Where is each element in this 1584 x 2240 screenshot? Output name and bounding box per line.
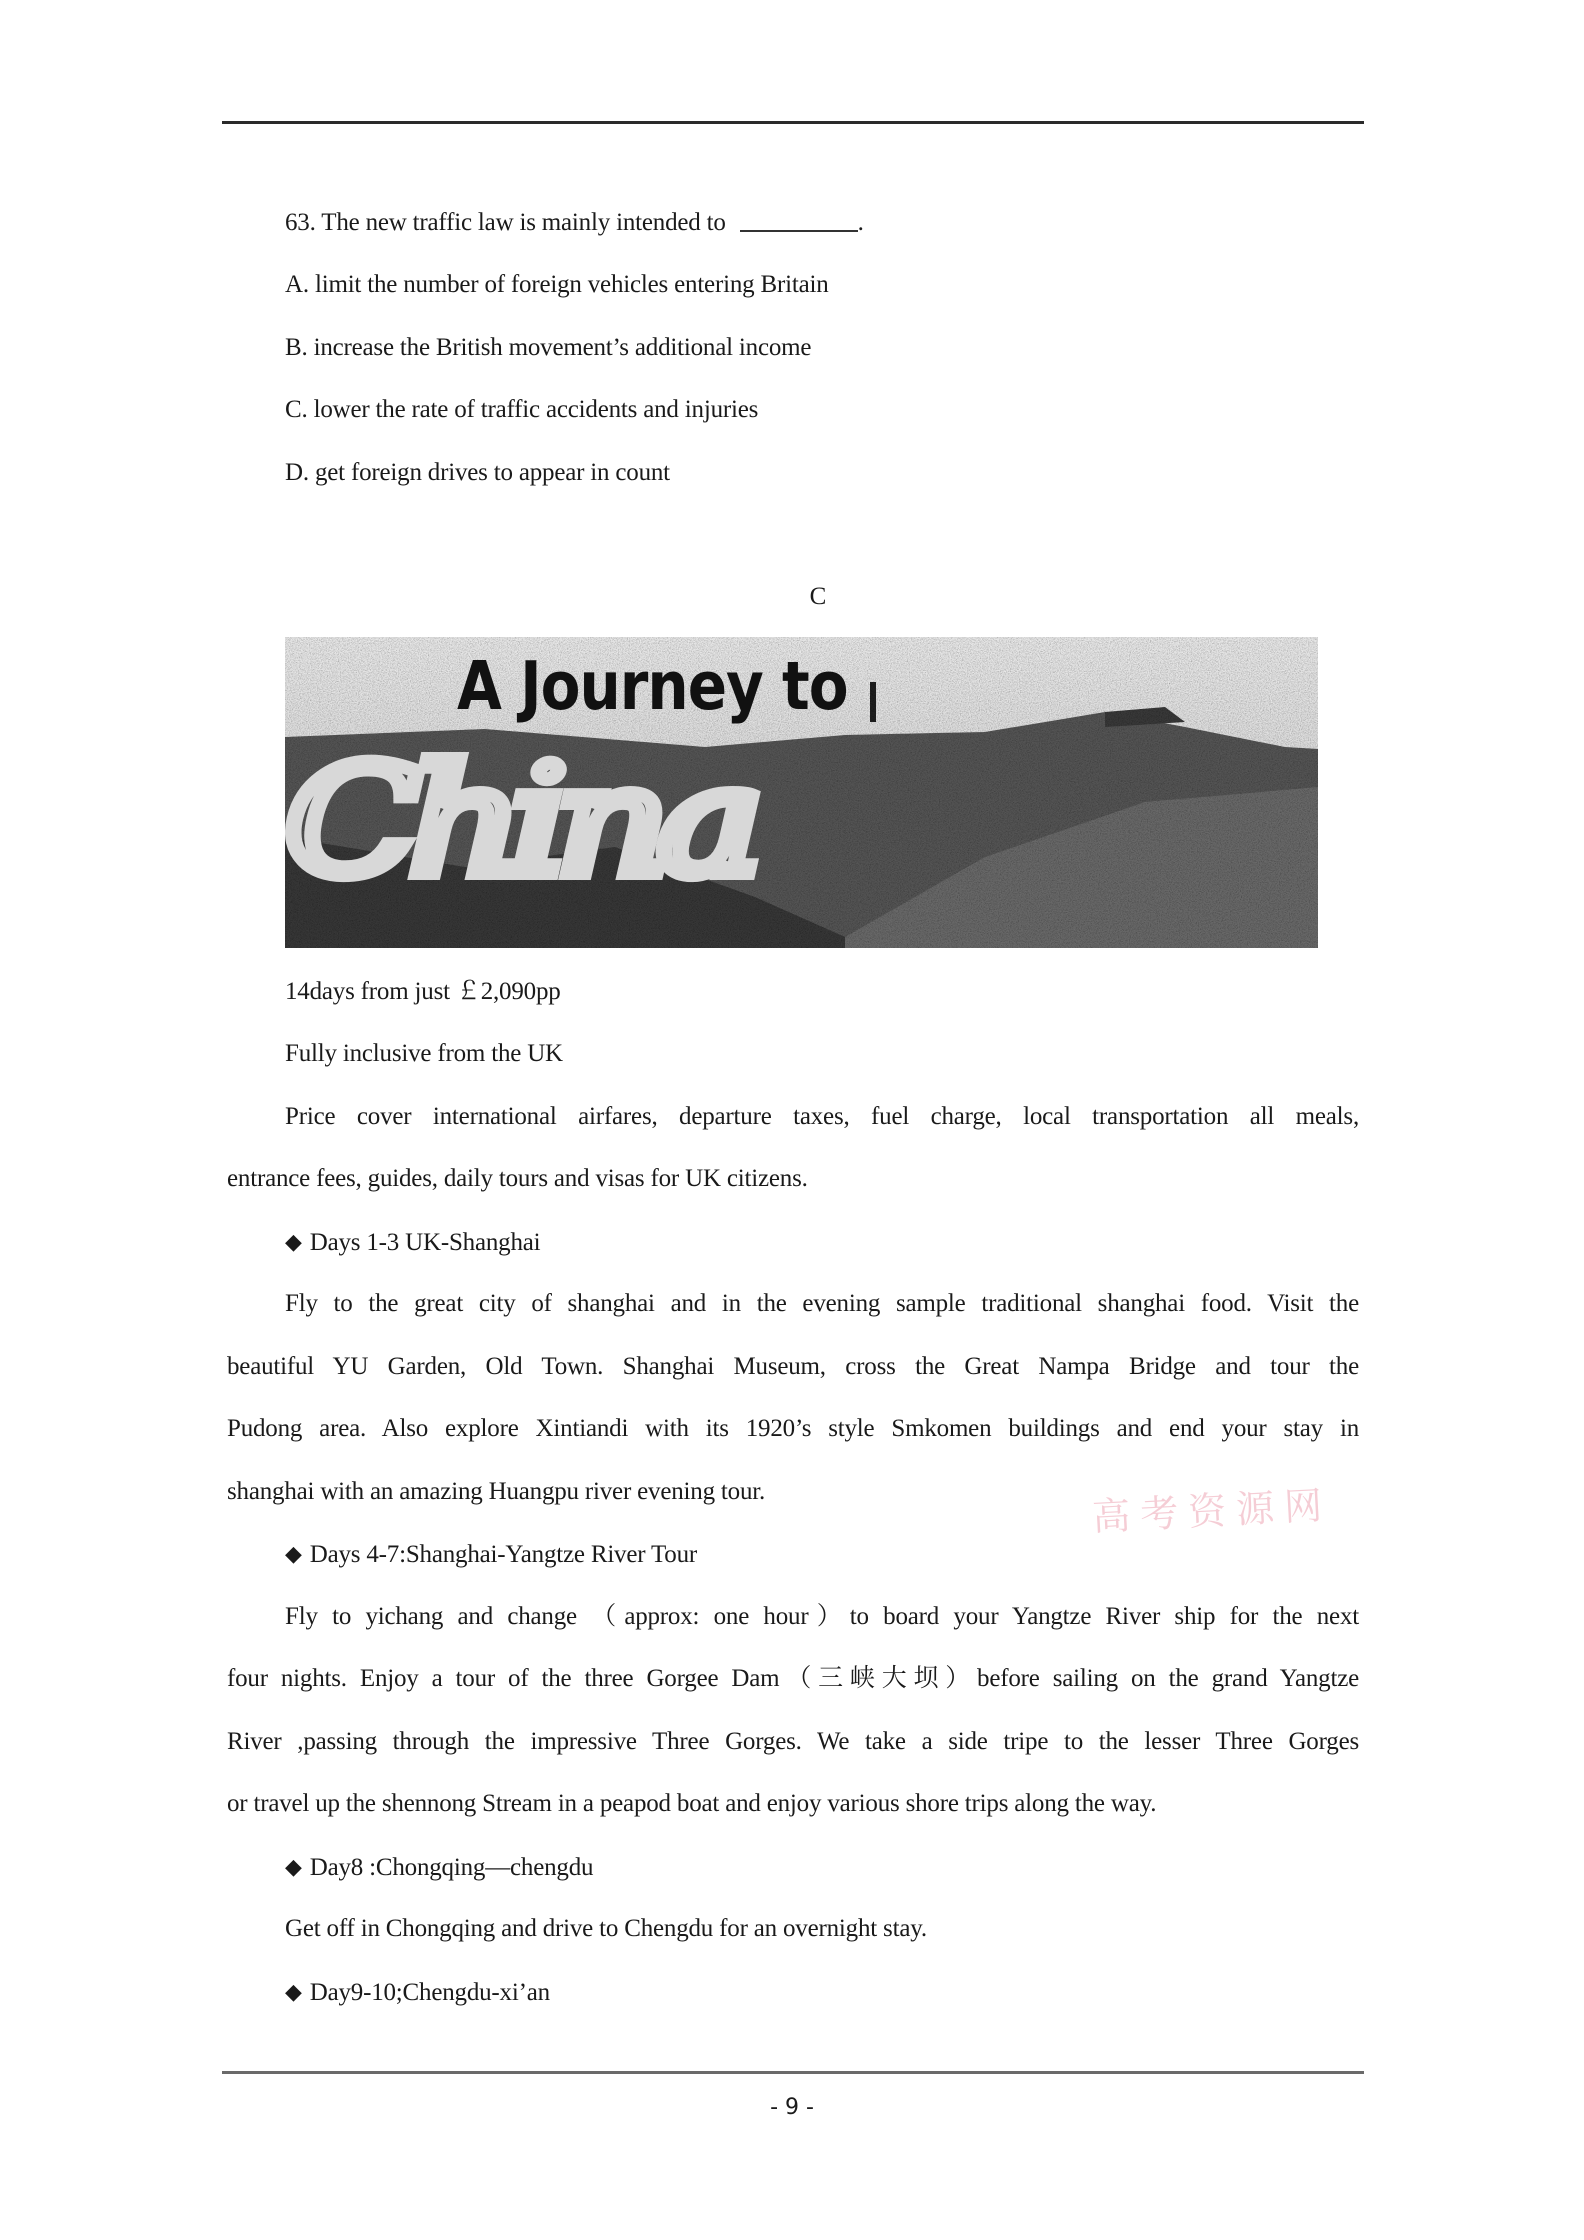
price-cover-line-1: Price cover international airfares, departure taxes, fuel charge, local transportation all meals, — [285, 1103, 1359, 1130]
banner-title: A Journey to — [457, 647, 848, 726]
diamond-bullet-icon: ◆ — [285, 1541, 302, 1566]
journey-banner-image — [285, 637, 1318, 948]
section-letter: C — [809, 583, 827, 610]
itinerary-paragraph-line: Fly to the great city of shanghai and in the evening sample traditional shanghai food. Visit the — [285, 1290, 1359, 1317]
option-c: C. lower the rate of traffic accidents and injuries — [285, 396, 759, 423]
header-rule — [222, 121, 1364, 124]
option-a: A. limit the number of foreign vehicles entering Britain — [285, 271, 829, 298]
itinerary-heading-text: Day9-10;Chengdu-xi’an — [309, 1979, 550, 2006]
itinerary-heading-text: Days 4-7:Shanghai-Yangtze River Tour — [309, 1541, 698, 1568]
answer-blank — [740, 210, 858, 232]
itinerary-heading-text: Days 1-3 UK-Shanghai — [309, 1229, 541, 1256]
inclusive-line: Fully inclusive from the UK — [285, 1040, 563, 1067]
watermark: 高考资源网 — [1091, 1482, 1334, 1540]
itinerary-heading-text: Day8 :Chongqing—chengdu — [309, 1854, 594, 1881]
itinerary-heading-day-9-10 — [285, 1977, 550, 2008]
footer-rule — [222, 2071, 1364, 2074]
diamond-bullet-icon: ◆ — [285, 1979, 302, 2004]
itinerary-paragraph-line: River ,passing through the impressive Three Gorges. We take a side tripe to the lesser Three Gorges — [227, 1728, 1359, 1755]
itinerary-paragraph-line: beautiful YU Garden, Old Town. Shanghai Museum, cross the Great Nampa Bridge and tour the — [227, 1353, 1359, 1380]
option-b: B. increase the British movement’s additional income — [285, 334, 812, 361]
page-number: - 9 - — [770, 2095, 814, 2120]
question-text: 63. The new traffic law is mainly intended to — [285, 209, 726, 236]
question-period: . — [857, 209, 864, 236]
itinerary-paragraph-line: Get off in Chongqing and drive to Chengdu for an overnight stay. — [285, 1915, 927, 1942]
banner-script-text: China — [285, 735, 752, 909]
itinerary-heading-day-8 — [285, 1852, 593, 1883]
itinerary-heading-days-4-7 — [285, 1539, 697, 1570]
itinerary-paragraph-line: shanghai with an amazing Huangpu river evening tour. — [227, 1478, 766, 1505]
price-cover-line-2: entrance fees, guides, daily tours and visas for UK citizens. — [227, 1165, 808, 1192]
itinerary-heading-days-1-3 — [285, 1227, 540, 1258]
question-stem — [285, 208, 864, 238]
itinerary-paragraph-line: four nights. Enjoy a tour of the three Gorgee Dam（三峡大坝）before sailing on the grand Yangtze — [227, 1665, 1359, 1692]
price-line: 14days from just ￡2,090pp — [285, 978, 561, 1005]
option-d: D. get foreign drives to appear in count — [285, 459, 670, 486]
itinerary-paragraph-line: Pudong area. Also explore Xintiandi with its 1920’s style Smkomen buildings and end your stay in — [227, 1415, 1359, 1442]
itinerary-paragraph-line: Fly to yichang and change （approx: one hour）to board your Yangtze River ship for the next — [285, 1603, 1359, 1630]
itinerary-paragraph-line: or travel up the shennong Stream in a peapod boat and enjoy various shore trips along the way. — [227, 1790, 1157, 1817]
diamond-bullet-icon: ◆ — [285, 1229, 302, 1254]
diamond-bullet-icon: ◆ — [285, 1854, 302, 1879]
